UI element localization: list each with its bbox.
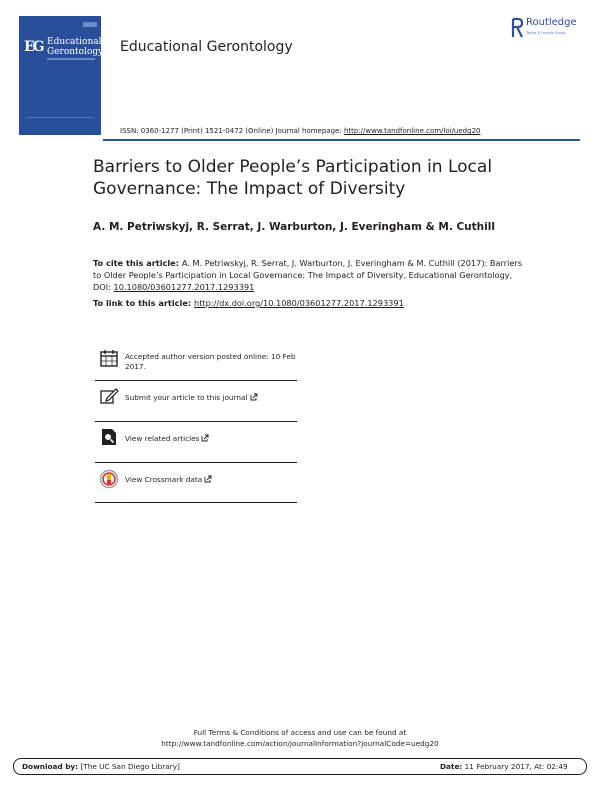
cover-issue-mark — [83, 22, 97, 27]
cover-title-line2: Gerontology — [47, 47, 104, 57]
cover-publisher: Routledge — [49, 137, 70, 142]
downloaded-by — [22, 762, 180, 771]
action-divider — [95, 421, 297, 422]
download-date — [440, 762, 568, 771]
related-articles-label[interactable]: View related articles — [125, 434, 200, 443]
issn-line — [120, 127, 480, 135]
calendar-icon — [99, 348, 119, 368]
citation-label: To cite this article: — [93, 258, 182, 268]
submit-article-link[interactable] — [125, 393, 258, 403]
edit-icon[interactable] — [99, 386, 119, 406]
issn-text: ISSN: 0360-1277 (Print) 1521-0472 (Online) Journal homepage: — [120, 127, 344, 135]
cover-divider — [27, 117, 93, 118]
publisher-tagline: Taylor & Francis Group — [526, 31, 566, 35]
routledge-r-icon — [511, 16, 523, 40]
downloaded-by-label: Download by: — [22, 762, 79, 771]
publisher-name: Routledge — [526, 17, 577, 28]
journal-cover-image — [19, 16, 104, 142]
download-date-label: Date: — [440, 762, 463, 771]
external-link-icon — [204, 475, 212, 483]
download-date-value: 11 February 2017, At: 02:49 — [462, 762, 568, 771]
citation-block — [93, 257, 528, 293]
doi-link[interactable]: 10.1080/03601277.2017.1293391 — [113, 282, 255, 292]
submit-article-label[interactable]: Submit your article to this journal — [125, 393, 248, 402]
terms-footer — [0, 727, 600, 749]
citation-text: A. M. Petriwskyj, R. Serrat, J. Warburton, J. Everingham & M. Cuthill (2017): Barriers to Older People’s Participation in Local Governance: The Impact of Diversity, Educational Gerontology, DOI: — [93, 258, 523, 292]
search-document-icon[interactable] — [99, 427, 119, 447]
related-articles-link[interactable] — [125, 434, 209, 444]
terms-url[interactable]: http://www.tandfonline.com/action/journalInformation?journalCode=uedg20 — [161, 739, 439, 748]
journal-homepage-link[interactable]: http://www.tandfonline.com/loi/uedg20 — [343, 127, 481, 135]
journal-name: Educational Gerontology — [120, 39, 293, 55]
cover-title-line1: Educational — [47, 37, 102, 47]
action-divider — [95, 380, 297, 381]
link-label: To link to this article: — [93, 298, 194, 308]
article-link[interactable]: http://dx.doi.org/10.1080/03601277.2017.1293391 — [194, 298, 404, 308]
action-divider — [95, 462, 297, 463]
article-link-line — [93, 298, 404, 308]
external-link-icon — [201, 434, 209, 442]
cover-logo: EG — [24, 39, 43, 55]
cover-subtitle-bar — [47, 58, 95, 60]
action-divider — [95, 502, 297, 503]
article-authors: A. M. Petriwskyj, R. Serrat, J. Warburton, J. Everingham & M. Cuthill — [93, 221, 495, 233]
crossmark-link[interactable] — [125, 475, 212, 485]
terms-line: Full Terms & Conditions of access and use can be found at — [193, 728, 407, 737]
crossmark-label[interactable]: View Crossmark data — [125, 475, 203, 484]
article-title: Barriers to Older People’s Participation in Local Governance: The Impact of Diversity — [93, 157, 493, 199]
downloaded-by-value: [The UC San Diego Library] — [78, 762, 180, 771]
header-rule — [103, 139, 580, 141]
external-link-icon — [250, 393, 258, 401]
crossmark-icon[interactable] — [99, 469, 119, 489]
accepted-version-text: Accepted author version posted online: 10 Feb 2017. — [125, 352, 296, 371]
